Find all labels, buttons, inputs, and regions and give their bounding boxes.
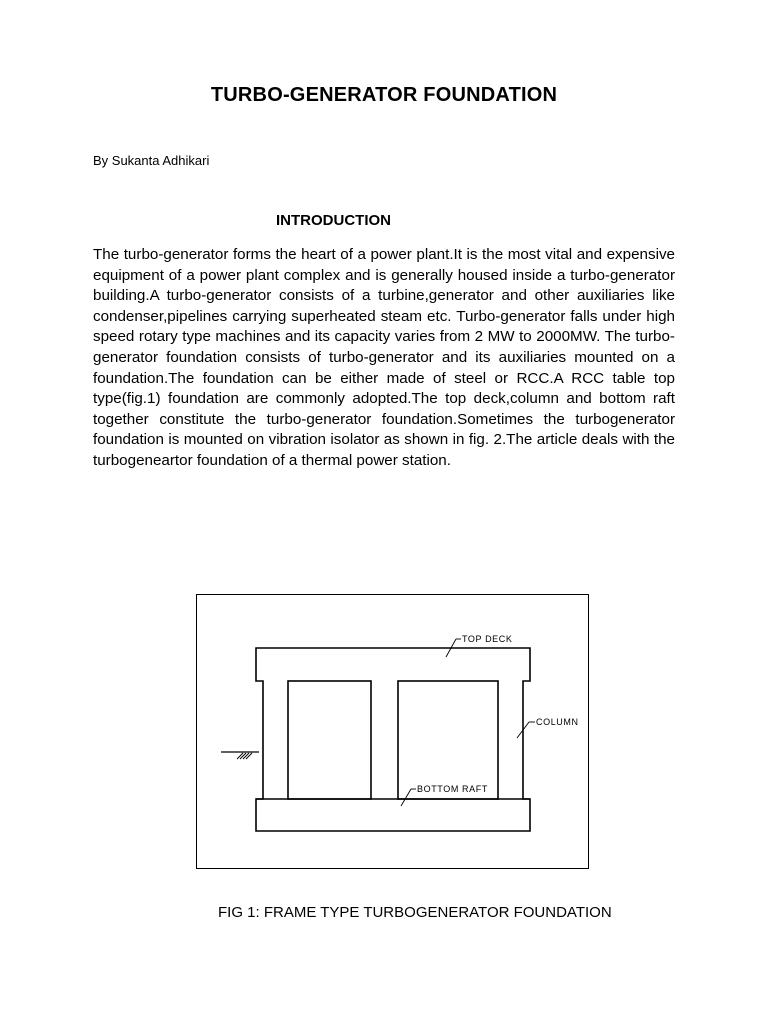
author-line: By Sukanta Adhikari: [93, 153, 210, 168]
bottom-raft-label: BOTTOM RAFT: [417, 784, 488, 794]
figure-caption: FIG 1: FRAME TYPE TURBOGENERATOR FOUNDATION: [218, 904, 612, 921]
foundation-diagram: [197, 595, 590, 870]
bay-opening-left: [288, 681, 371, 799]
figure-frame: [196, 594, 589, 869]
section-heading: INTRODUCTION: [276, 212, 391, 229]
ground-hatch-icon: [237, 753, 252, 759]
bottom-raft-leader: [401, 789, 411, 806]
top-deck-label: TOP DECK: [462, 634, 513, 644]
intro-paragraph: The turbo-generator forms the heart of a power plant.It is the most vital and expensive equipment of a power plant complex and is generally housed inside a turbo-generator building.A turbo-generator consists of a turbine,generator and other auxiliaries like condenser,pipelines carrying superheated steam etc. Turbo-generator falls under high speed rotary type machines and its capacity varies from 2 MW to 2000MW. The turbo-generator foundation consists of turbo-generator and its auxiliaries mounted on a foundation.The foundation can be either made of steel or RCC.A RCC table top type(fig.1) foundation are commonly adopted.The top deck,column and bottom raft together constitute the turbo-generator foundation.Sometimes the turbogenerator foundation is mounted on vibration isolator as shown in fig. 2.The article deals with the turbogeneartor foundation of a thermal power station.: [93, 246, 675, 469]
bay-opening-right: [398, 681, 498, 799]
foundation-outline: [256, 648, 530, 831]
page-title: TURBO-GENERATOR FOUNDATION: [210, 84, 558, 106]
column-label: COLUMN: [536, 717, 579, 727]
